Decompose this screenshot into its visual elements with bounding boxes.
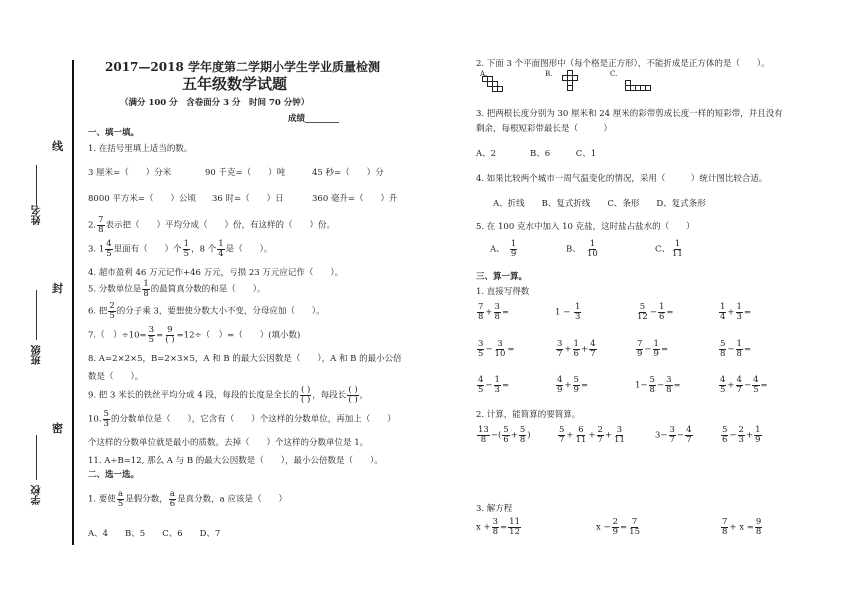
q1-6: 6. 把 $\frac{2}{5}$ 的分子乘 3，要想使分数大小不变，分母应加（ ）。 xyxy=(88,301,325,321)
q1-8b: 数是（ ）。 xyxy=(88,372,144,382)
score-line: 成绩________ xyxy=(288,114,340,124)
q2-5-c: C、 $\frac{1}{11}$ xyxy=(655,239,683,259)
compute-2: $\frac{5}{7}$ + $\frac{6}{11}$ + $\frac{2}{7}$ + $\frac{3}{11}$ xyxy=(559,425,625,445)
calc-compute-title: 2. 计算，能简算的要简算。 xyxy=(476,410,581,420)
calc-3-3: 1− $\frac{5}{8}$ − $\frac{3}{8}$ = xyxy=(635,375,681,395)
calc-2-3: $\frac{7}{9}$ − $\frac{1}{9}$ = xyxy=(637,339,669,359)
q2-3b: 剩余，每根短彩带最长是（ ） xyxy=(476,124,613,134)
side-name-label: 姓名 xyxy=(32,205,43,225)
q2-2-label-b: B. xyxy=(545,70,553,78)
q1-1-r2c: 360 毫升=（ ）升 xyxy=(312,194,398,204)
side-class-label: 班级 xyxy=(32,345,43,365)
q2-5-a: A、 $\frac{1}{9}$ xyxy=(490,239,517,259)
calc-3-1: $\frac{4}{5}$ − $\frac{1}{3}$ = xyxy=(478,375,510,395)
calc-2-1: $\frac{3}{5}$ − $\frac{3}{10}$ = xyxy=(478,339,515,359)
q1-5: 5. 分数单位是 $\frac{1}{8}$ 的最简真分数的和是（ ）。 xyxy=(88,279,266,299)
q1-10b: 个这样的分数单位就是最小的质数。去掉（ ）个这样的分数单位是 1。 xyxy=(88,438,369,448)
q1-8a: 8. A=2×2×5，B=2×3×5，A 和 B 的最大公因数是（ ），A 和 B 的最小公倍 xyxy=(88,354,402,364)
calc-1-1: $\frac{7}{8}$ + $\frac{3}{8}$ = xyxy=(478,302,510,322)
calc-2-4: $\frac{5}{8}$ − $\frac{1}{8}$ = xyxy=(720,339,752,359)
q1-1-r1c: 45 秒=（ ）分 xyxy=(312,168,384,178)
q2-1-options: A、4 B、5 C、6 D、7 xyxy=(88,529,221,539)
binding-line xyxy=(72,60,74,545)
section-fill: 一、填一填。 xyxy=(88,128,140,138)
calc-1-4: $\frac{1}{4}$ + $\frac{1}{3}$ = xyxy=(720,302,752,322)
q1-1: 1. 在括号里填上适当的数。 xyxy=(88,144,193,154)
equation-2: x − $\frac{2}{9}$ = $\frac{7}{15}$ xyxy=(596,517,640,537)
side-class-blank xyxy=(36,290,37,340)
q2-3-options: A、2 B、6 C、1 xyxy=(476,149,597,159)
calc-2-2: $\frac{3}{7}$ + $\frac{1}{6}$ + $\frac{4}{7}$ xyxy=(557,339,596,359)
side-xian: 线 xyxy=(52,140,63,153)
calc-equation-title: 3. 解方程 xyxy=(476,504,513,514)
exam-title: 2017—2018 学年度第二学期小学生学业质量检测 xyxy=(105,60,380,74)
side-school-blank xyxy=(36,435,37,480)
q1-1-r2b: 36 时=（ ）日 xyxy=(212,194,284,204)
q1-2: 2. $\frac{7}{8}$ 表示把（ ）平均分成（ ）份，有这样的（ ）份。 xyxy=(88,215,336,235)
q2-2: 2. 下面 3 个平面图形中（每个格是正方形），不能折成是正方体的是（ ）。 xyxy=(476,59,770,69)
side-mi: 密 xyxy=(52,422,63,435)
calc-1-3: $\frac{5}{12}$ − $\frac{1}{6}$ = xyxy=(637,302,674,322)
q1-1-r2a: 8000 平方米=（ ）公顷 xyxy=(88,194,196,204)
q1-10a: 10. $\frac{5}{3}$ 的分数单位是（ ），它含有（ ）个这样的分数单位，再加上（ ） xyxy=(88,409,396,429)
q2-1: 1. 要使 $\frac{a}{5}$ 是假分数， $\frac{a}{6}$ 是真分数，a 应该是（ ） xyxy=(88,489,287,509)
q1-1-r1a: 3 厘米=（ ）分米 xyxy=(88,168,172,178)
side-feng: 封 xyxy=(52,282,63,295)
q1-9: 9. 把 3 米长的铁丝平均分成 4 段，每段的长度是全长的 $\frac{( )}{( )}$ ，每段长 $\frac{( )}{( )}$ ， xyxy=(88,385,369,405)
q2-5: 5. 在 100 克水中加入 10 克盐，这时盐占盐水的（ ） xyxy=(476,222,695,232)
equation-3: $\frac{7}{8}$ + x = $\frac{9}{8}$ xyxy=(722,517,762,537)
exam-subtitle: 五年级数学试题 xyxy=(182,75,288,93)
calc-direct-title: 1. 直接写得数 xyxy=(476,287,530,297)
compute-3: 3− $\frac{3}{7}$ − $\frac{4}{7}$ xyxy=(655,425,692,445)
equation-1: x + $\frac{3}{8}$ = $\frac{11}{12}$ xyxy=(476,517,520,537)
compute-1: $\frac{13}{8}$ −( $\frac{5}{6}$ + $\frac{5}{8}$ ) xyxy=(478,425,531,445)
calc-3-2: $\frac{4}{9}$ + $\frac{5}{9}$ = xyxy=(557,375,589,395)
exam-info: （满分 100 分 含卷面分 3 分 时间 70 分钟） xyxy=(120,98,310,108)
q2-2-label-c: C. xyxy=(610,70,618,78)
q1-7: 7.（ ）÷10= $\frac{3}{5}$ = $\frac{9}{( )}$ =12÷（ ）=（ ）(填小数) xyxy=(88,325,301,345)
q2-4-options: A、折线 B、复式折线 C、条形 D、复式条形 xyxy=(493,199,706,209)
q1-11: 11. A÷B=12, 那么 A 与 B 的最大公因数是（ ），最小公倍数是（ ）。 xyxy=(88,456,383,466)
q2-2-label-a: A. xyxy=(480,70,488,78)
q2-4: 4. 如果比较两个城市一周气温变化的情况，采用（ ）统计图比较合适。 xyxy=(476,174,768,184)
section-calc: 三、算一算。 xyxy=(476,272,528,282)
calc-3-4: $\frac{4}{5}$ + $\frac{4}{7}$ − $\frac{4}{5}$ = xyxy=(720,375,768,395)
calc-1-2: 1 − $\frac{1}{3}$ xyxy=(555,302,581,322)
section-choose: 二、选一选。 xyxy=(88,470,140,480)
q2-3a: 3. 把两根长度分别为 30 厘米和 24 厘米的彩带剪成长度一样的短彩带，并且没有 xyxy=(476,109,783,119)
q1-1-r1b: 90 千克=（ ）吨 xyxy=(205,168,286,178)
side-school-label: 学校 xyxy=(32,485,43,505)
side-name-blank xyxy=(36,165,37,205)
q2-5-b: B、 $\frac{1}{10}$ xyxy=(566,239,598,259)
q1-3: 3. 1 $\frac{4}{5}$ 里面有（ ）个 $\frac{1}{5}$ ，8 个 $\frac{1}{4}$ 是（ ）。 xyxy=(88,239,273,259)
compute-4: $\frac{5}{6}$ − $\frac{2}{3}$ + $\frac{1}{9}$ xyxy=(722,425,761,445)
q1-4: 4. 超市盈利 46 万元记作+46 万元，亏损 23 万元应记作（ ）。 xyxy=(88,268,344,278)
